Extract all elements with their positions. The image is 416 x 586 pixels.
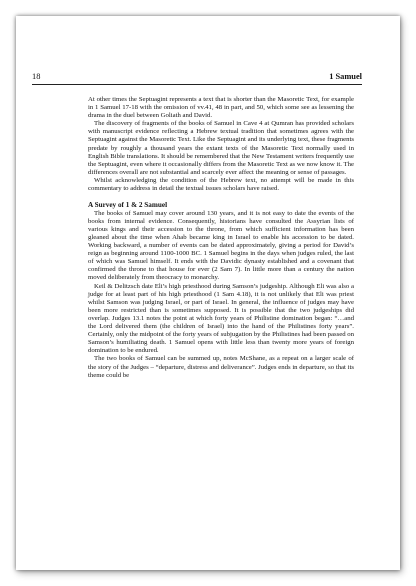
body-text — [88, 96, 354, 380]
paragraph-survey-dating: The books of Samuel may cover around 130 years, and it is not easy to date the events of the books from internal evidence. Consequently, historians have consulted the Assyrian lists of various kings and their accession to the throne, from which sufficient information has been gleaned about the time when Ahab became king in Israel to enable his accession to be dated. Working backward, a number of events can be dated approximately, giving a period for David’s reign as beginning around 1100-1000 BC. 1 Samuel begins in the days when judges ruled, the last of which was Samuel himself. It ends with the Davidic dynasty established and a covenant that confirmed the throne to that house for ever (2 Sam 7). In little more than a century the nation moved deliberately from theocracy to monarchy. — [88, 209, 354, 282]
book-page — [16, 16, 400, 570]
paragraph-septuagint-shorter-text: At other times the Septuagint represents a text that is shorter than the Masoretic Text, for example in 1 Samuel 17-18 with the omission of vv.41, 48 in part, and 50, which some see as lessening the drama in the duel between Goliath and David. — [88, 96, 354, 120]
section-heading: A Survey of 1 & 2 Samuel — [88, 201, 168, 210]
page-number: 18 — [32, 72, 41, 81]
section-spacer — [88, 193, 354, 201]
paragraph-eli-and-samson: Keil & Delitzsch date Eli’s high priesthood during Samson’s judgeship. Although Eli was also a judge for at least part of his high priesthood (1 Sam 4.18), it is not unlikely that Eli was priest whilst Samson was judging Israel, or part of Israel. In general, the influence of judges may have been more restricted than is sometimes supposed. It is possible that the two judgeships did overlap. Judges 13.1 notes the point at which forty years of Philistine domination began: “…and the Lord delivered them (the children of Israel) into the hand of the Philistines forty years”. Certainly, only the midpoint of the forty years of subjugation by the Philistines had been passed on Samson’s humiliating death. 1 Samuel opens with little less than twenty more years of foreign domination to be endured. — [88, 282, 354, 355]
book-title: 1 Samuel — [329, 72, 362, 81]
header-rule — [32, 84, 362, 85]
paragraph-qumran-fragments: The discovery of fragments of the books of Samuel in Cave 4 at Qumran has provided scholars with manuscript evidence reflecting a Hebrew textual tradition that sometimes agrees with the Septuagint against the Masoretic Text. Like the Septuagint and its underlying text, these fragments predate by roughly a thousand years the extant texts of the Masoretic Text normally used in English Bible translations. It should be remembered that the New Testament writers frequently use the Septuagint, even where it occasionally differs from the Masoretic Text as we now know it. The differences overall are not substantial and scarcely ever affect the meaning or sense of passages. — [88, 120, 354, 176]
running-head — [32, 71, 362, 82]
paragraph-commentary-approach: Whilst acknowledging the condition of the Hebrew text, no attempt will be made in this commentary to address in detail the textual issues scholars have raised. — [88, 176, 354, 193]
paragraph-summary-of-books: The two books of Samuel can be summed up, notes McShane, as a repeat on a larger scale of the story of the Judges – “departure, distress and deliverance”. Judges ends in departure, so that its theme could be — [88, 355, 354, 379]
